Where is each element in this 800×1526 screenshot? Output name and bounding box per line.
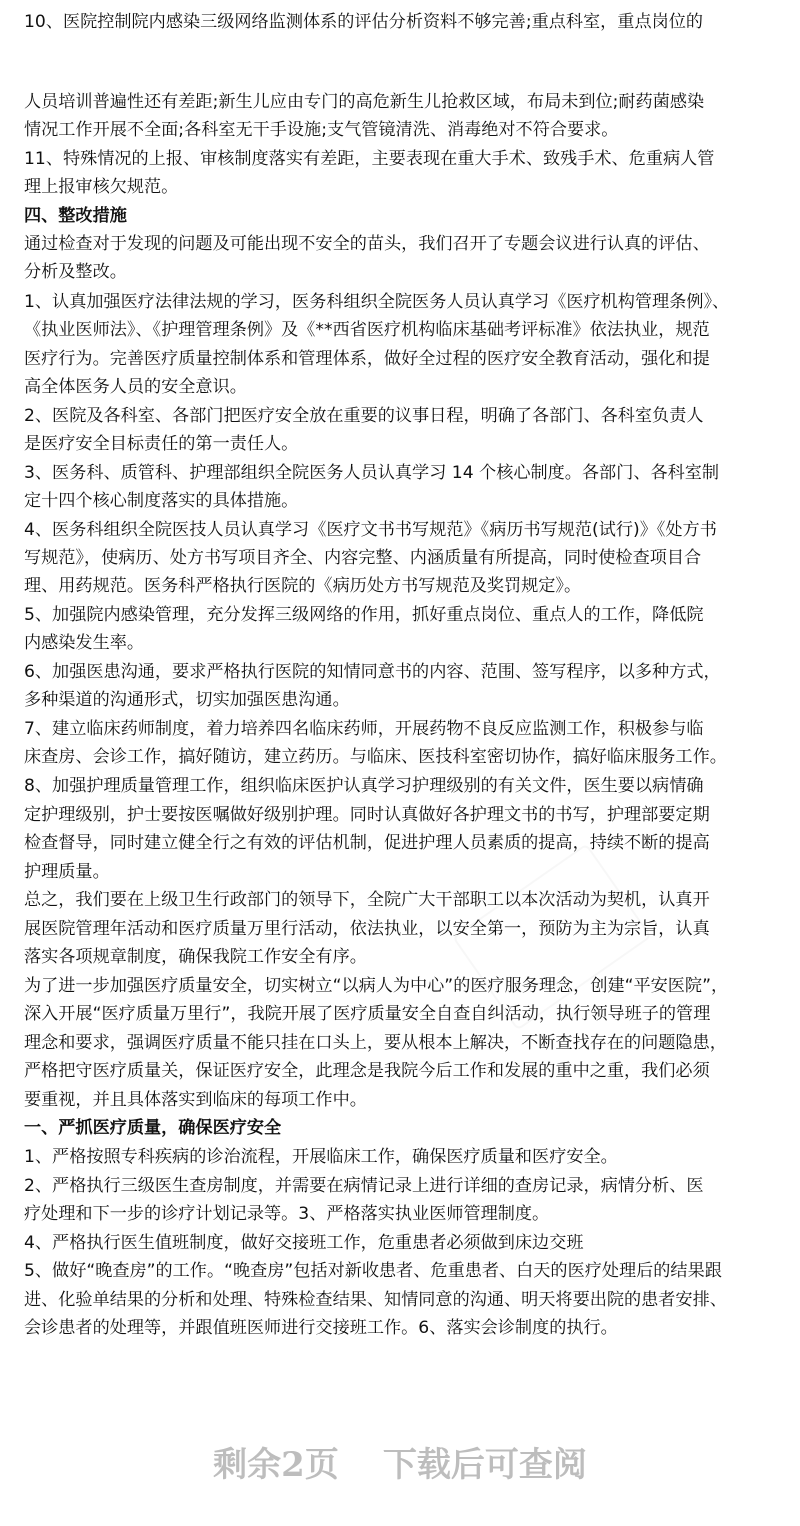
text-line: 情况工作开展不全面;各科室无干手设施;支气管镜清洗、消毒绝对不符合要求。 <box>24 120 619 140</box>
text-line: 总之，我们要在上级卫生行政部门的领导下，全院广大干部职工以本次活动为契机，认真开 <box>24 890 710 910</box>
text-line: 7、建立临床药师制度，着力培养四名临床药师，开展药物不良反应监测工作，积极参与临 <box>24 719 704 739</box>
text-line: 展医院管理年活动和医疗质量万里行活动，依法执业，以安全第一，预防为主为宗旨，认真 <box>24 919 710 939</box>
text-line: 6、加强医患沟通，要求严格执行医院的知情同意书的内容、范围、签写程序，以多种方式， <box>24 662 721 682</box>
text-line: 内感染发生率。 <box>24 633 145 653</box>
text-line: 4、严格执行医生值班制度，做好交接班工作，危重患者必须做到床边交班 <box>24 1233 584 1253</box>
text-line: 理念和要求，强调医疗质量不能只挂在口头上，要从根本上解决，不断查找存在的问题隐患， <box>24 1033 727 1053</box>
text-line: 3、医务科、质管科、护理部组织全院医务人员认真学习 14 个核心制度。各部门、各科室制 <box>24 463 720 483</box>
text-line: 写规范》，使病历、处方书写项目齐全、内容完整、内涵质量有所提高，同时使检查项目合 <box>24 548 702 568</box>
text-line: 会诊患者的处理等，并跟值班医师进行交接班工作。6、落实会诊制度的执行。 <box>24 1318 618 1338</box>
text-line: 《执业医师法》、《护理管理条例》及《**西省医疗机构临床基础考评标准》依法执业，规范 <box>24 320 710 340</box>
text-line: 8、加强护理质量管理工作，组织临床医护认真学习护理级别的有关文件，医生要以病情确 <box>24 776 704 796</box>
text-line: 落实各项规章制度，确保我院工作安全有序。 <box>24 947 367 967</box>
text-line: 2、严格执行三级医生查房制度，并需要在病情记录上进行详细的查房记录，病情分析、医 <box>24 1176 704 1196</box>
text-line: 多种渠道的沟通形式，切实加强医患沟通。 <box>24 690 350 710</box>
text-line: 床查房、会诊工作，搞好随访，建立药历。与临床、医技科室密切协作，搞好临床服务工作。 <box>24 747 727 767</box>
text-line: 定护理级别，护士要按医嘱做好级别护理。同时认真做好各护理文书的书写，护理部要定期 <box>24 805 710 825</box>
text-line: 是医疗安全目标责任的第一责任人。 <box>24 434 299 454</box>
text-line: 人员培训普遍性还有差距;新生儿应由专门的高危新生儿抢救区域，布局未到位;耐药菌感染 <box>24 92 705 112</box>
text-line: 理、用药规范。医务科严格执行医院的《病历处方书写规范及奖罚规定》。 <box>24 576 582 596</box>
text-line: 2、医院及各科室、各部门把医疗安全放在重要的议事日程，明确了各部门、各科室负责人 <box>24 406 704 426</box>
text-line: 疗处理和下一步的诊疗计划记录等。3、严格落实执业医师管理制度。 <box>24 1204 550 1224</box>
text-line: 4、医务科组织全院医技人员认真学习《医疗文书书写规范》《病历书写规范(试行)》《处方书 <box>24 520 717 540</box>
text-line: 分析及整改。 <box>24 262 127 282</box>
section-heading: 四、整改措施 <box>24 206 127 226</box>
download-to-view-text[interactable]: 下载后可查阅 <box>382 1445 587 1485</box>
text-line: 1、严格按照专科疾病的诊治流程，开展临床工作，确保医疗质量和医疗安全。 <box>24 1147 618 1167</box>
remaining-pages-text: 剩余2页 <box>213 1445 339 1485</box>
section-heading: 一、严抓医疗质量，确保医疗安全 <box>24 1118 282 1138</box>
text-line: 定十四个核心制度落实的具体措施。 <box>24 491 299 511</box>
text-line: 高全体医务人员的安全意识。 <box>24 377 247 397</box>
text-line: 理上报审核欠规范。 <box>24 177 179 197</box>
text-line: 10、医院控制院内感染三级网络监测体系的评估分析资料不够完善;重点科室，重点岗位的 <box>24 12 704 32</box>
text-line: 医疗行为。完善医疗质量控制体系和管理体系，做好全过程的医疗安全教育活动，强化和提 <box>24 349 710 369</box>
text-line: 进、化验单结果的分析和处理、特殊检查结果、知情同意的沟通、明天将要出院的患者安排、 <box>24 1290 727 1310</box>
text-line: 5、加强院内感染管理，充分发挥三级网络的作用，抓好重点岗位、重点人的工作，降低院 <box>24 605 704 625</box>
text-line: 11、特殊情况的上报、审核制度落实有差距，主要表现在重大手术、致残手术、危重病人管 <box>24 149 715 169</box>
text-line: 严格把守医疗质量关，保证医疗安全，此理念是我院今后工作和发展的重中之重，我们必须 <box>24 1061 710 1081</box>
text-line: 为了进一步加强医疗质量安全，切实树立“以病人为中心”的医疗服务理念，创建“平安医院”， <box>24 976 729 996</box>
text-line: 1、认真加强医疗法律法规的学习，医务科组织全院医务人员认真学习《医疗机构管理条例》、 <box>24 292 730 312</box>
text-line: 要重视，并且具体落实到临床的每项工作中。 <box>24 1090 367 1110</box>
text-line: 5、做好“晚查房”的工作。“晚查房”包括对新收患者、危重患者、白天的医疗处理后的结果跟 <box>24 1261 722 1281</box>
text-line: 检查督导，同时建立健全行之有效的评估机制，促进护理人员素质的提高，持续不断的提高 <box>24 833 710 853</box>
text-line: 护理质量。 <box>24 862 110 882</box>
download-banner[interactable] <box>0 1420 800 1510</box>
text-line: 通过检查对于发现的问题及可能出现不安全的苗头，我们召开了专题会议进行认真的评估、 <box>24 234 710 254</box>
text-line: 深入开展“医疗质量万里行”，我院开展了医疗质量安全自查自纠活动，执行领导班子的管理 <box>24 1004 711 1024</box>
